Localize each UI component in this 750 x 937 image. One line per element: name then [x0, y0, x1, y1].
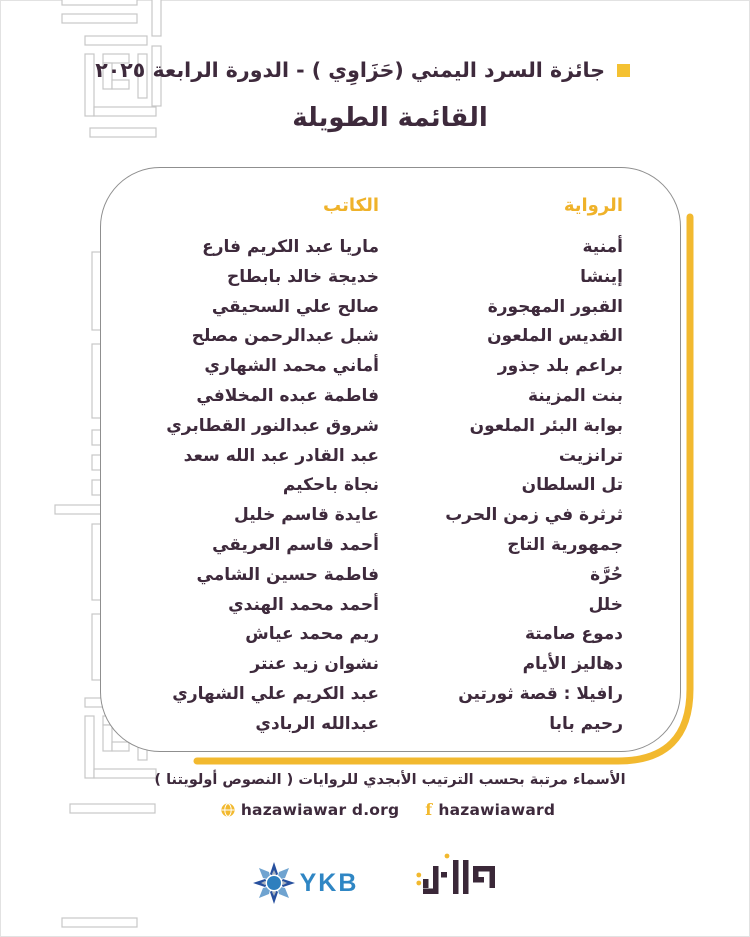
writer-item: فاطمة عبده المخلافي: [196, 385, 379, 406]
writer-item: أحمد قاسم العريقي: [212, 534, 379, 555]
writer-item: خديجة خالد بابطاح: [226, 266, 379, 287]
ordering-note: الأسماء مرتبة بحسب الترتيب الأبجدي للروايات ( النصوص أولويتنا ): [154, 772, 626, 788]
award-title: جائزة السرد اليمني (حَزَاوِي ) - الدورة الرابعة ٢٠٢٥: [95, 58, 605, 82]
writer-item: شروق عبدالنور القطابري: [166, 415, 379, 436]
writer-item: فاطمة حسين الشامي: [196, 564, 379, 585]
writer-column: [166, 193, 379, 740]
novel-item: القديس الملعون: [487, 326, 623, 347]
website-link[interactable]: [221, 801, 399, 819]
writer-item: عبدالله الربادي: [255, 713, 379, 734]
novel-item: براعم بلد جذور: [497, 356, 623, 377]
novel-item: ترانزيت: [558, 445, 623, 466]
novel-item: رحيم بابا: [549, 713, 623, 734]
website-text: hazawiawar d.org: [240, 800, 400, 819]
longlist-card-wrap: [100, 167, 700, 782]
longlist-card: [100, 167, 681, 752]
hazawi-logo: [416, 850, 498, 916]
writer-item: ريم محمد عياش: [245, 624, 379, 645]
writer-item: عبد الكريم علي الشهاري: [172, 683, 379, 704]
novel-column: [445, 193, 623, 740]
writer-item: عبد القادر عبد الله سعد: [183, 445, 379, 466]
ykb-logo: [252, 861, 359, 905]
ykb-logo-text: YKB: [299, 868, 359, 897]
gold-square-bullet-icon: [617, 64, 630, 77]
writer-item: أحمد محمد الهندي: [228, 594, 379, 615]
longlist-subtitle: القائمة الطويلة: [292, 103, 488, 133]
writer-item: شبل عبدالرحمن مصلح: [191, 326, 379, 347]
novel-item: خلل: [588, 594, 623, 615]
ykb-star-icon: [252, 861, 296, 905]
writer-item: أماني محمد الشهاري: [204, 356, 379, 377]
writer-item: نشوان زيد عنتر: [250, 654, 379, 675]
globe-icon: [221, 803, 235, 817]
writer-item: ماريا عبد الكريم فارع: [202, 237, 379, 257]
novel-item: ثرثرة في زمن الحرب: [445, 505, 623, 526]
novel-item: بنت المزينة: [527, 385, 623, 406]
links-row: [26, 800, 750, 819]
novel-item: دموع صامتة: [524, 624, 623, 645]
novel-item: جمهورية التاج: [507, 534, 623, 555]
novel-item: بوابة البئر الملعون: [469, 415, 623, 436]
hazawi-kufic-logo-icon: [416, 850, 498, 912]
novel-item: رافيلا : قصة ثورتين: [458, 683, 623, 704]
novel-item: إينشا: [580, 266, 623, 287]
novel-item: تل السلطان: [521, 475, 623, 496]
writer-item: عايدة قاسم خليل: [234, 505, 379, 526]
facebook-icon: f: [425, 800, 433, 819]
writer-item: نجاة باحكيم: [282, 475, 379, 496]
facebook-text: hazawiaward: [438, 800, 556, 819]
facebook-link[interactable]: [425, 800, 555, 819]
logos-row: [0, 850, 750, 916]
novel-item: أمنية: [582, 237, 623, 257]
novel-item: دهاليز الأيام: [522, 654, 623, 675]
novel-item: حُرَّة: [590, 564, 623, 585]
writer-item: صالح علي السحيقي: [211, 296, 379, 317]
novel-item: القبور المهجورة: [487, 296, 623, 317]
writer-column-header: الكاتب: [323, 195, 379, 216]
title-row: [95, 58, 630, 82]
novel-column-header: الرواية: [563, 195, 623, 216]
